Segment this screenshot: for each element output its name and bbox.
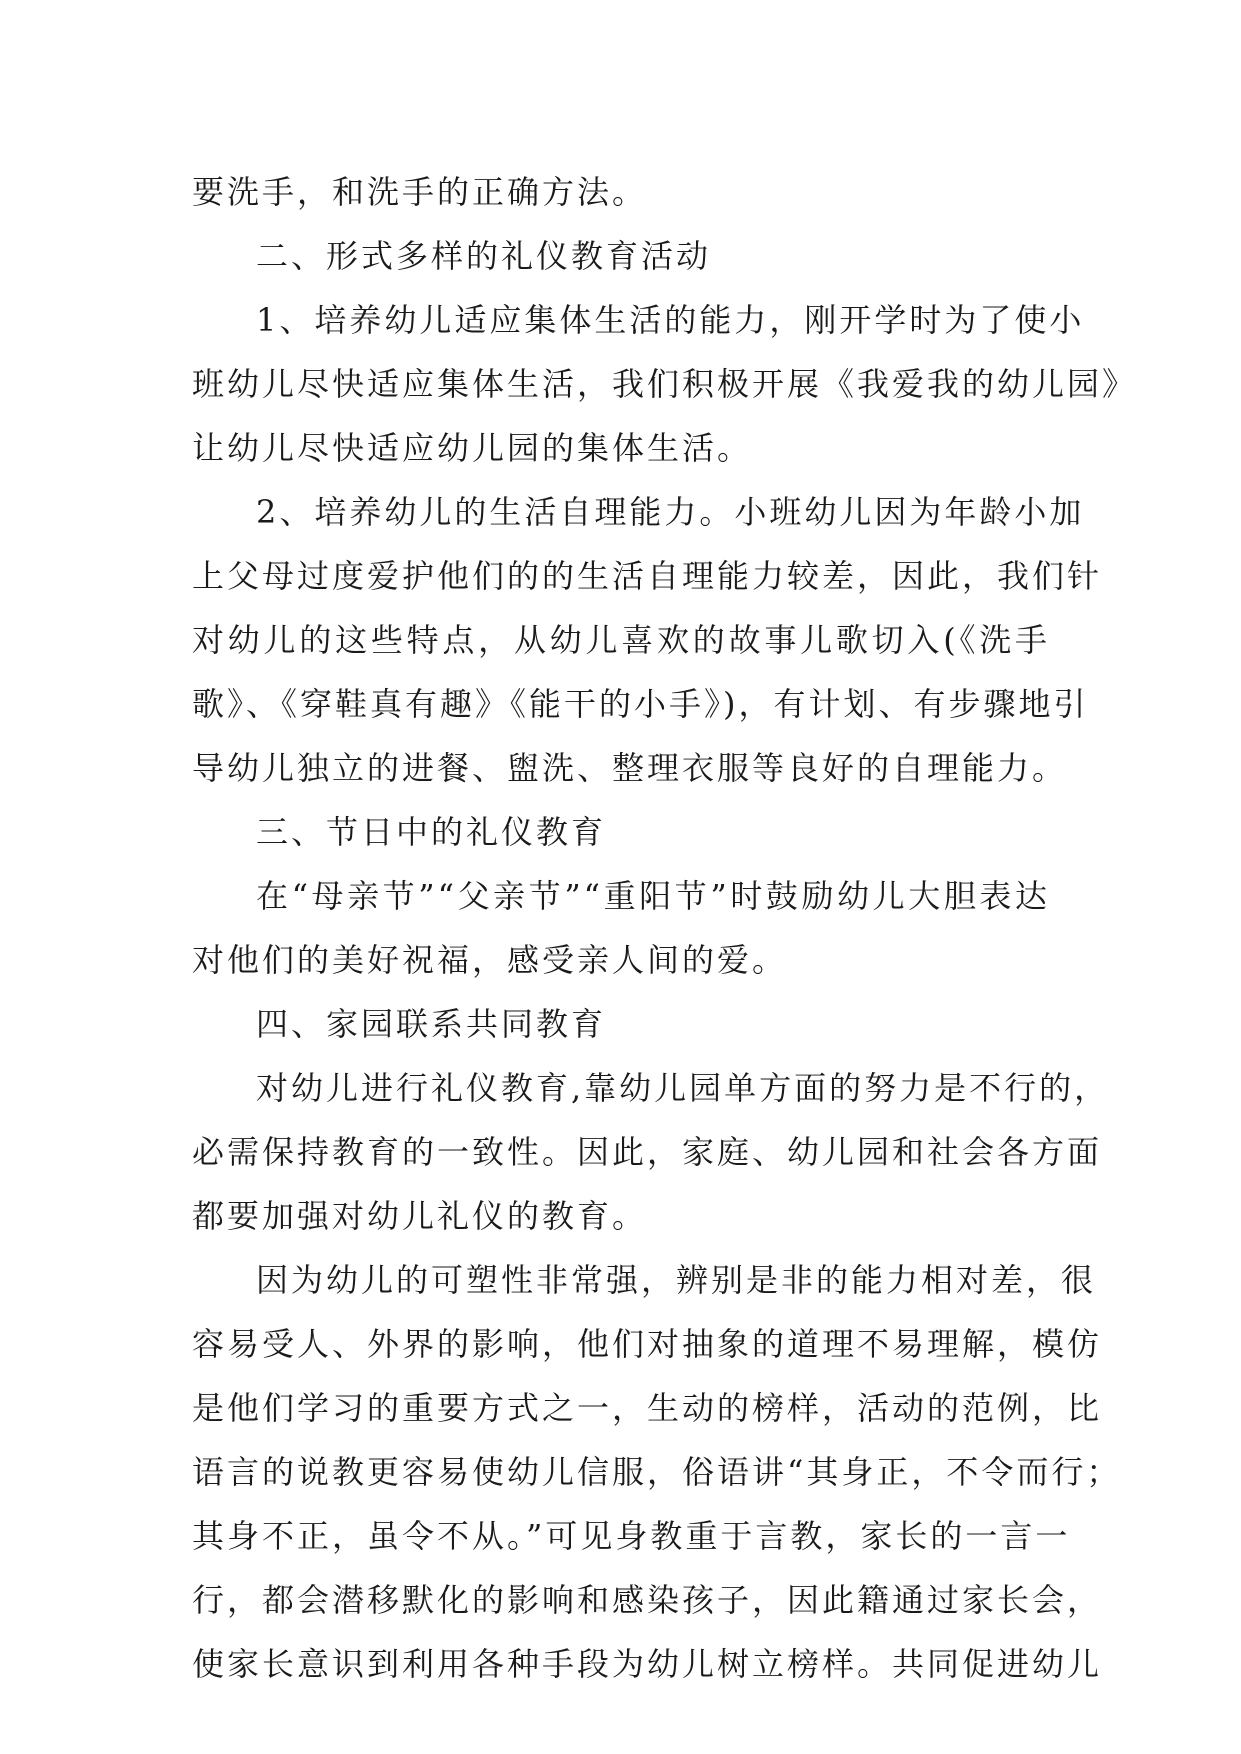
text-line: 对他们的美好祝福，感受亲人间的爱。 <box>192 941 788 979</box>
text-line: 歌》、《穿鞋真有趣》《能干的小手》)，有计划、有步骤地引 <box>192 685 1089 723</box>
text-line: 对幼儿的这些特点，从幼儿喜欢的故事儿歌切入(《洗手 <box>192 621 1050 659</box>
text-line: 容易受人、外界的影响，他们对抽象的道理不易理解，模仿 <box>192 1325 1103 1363</box>
text-line: 都要加强对幼儿礼仪的教育。 <box>192 1197 648 1235</box>
text-line: 班幼儿尽快适应集体生活，我们积极开展《我爱我的幼儿园》 <box>192 365 1138 403</box>
text-line: 1、培养幼儿适应集体生活的能力，刚开学时为了使小 <box>256 301 1085 339</box>
text-line: 行，都会潜移默化的影响和感染孩子，因此籍通过家长会， <box>192 1581 1103 1619</box>
text-line: 其身不正，虽令不从。”可见身教重于言教，家长的一言一 <box>192 1517 1071 1555</box>
text-line: 要洗手，和洗手的正确方法。 <box>192 173 648 211</box>
section-heading: 三、节日中的礼仪教育 <box>256 813 607 851</box>
text-line: 使家长意识到利用各种手段为幼儿树立榜样。共同促进幼儿 <box>192 1645 1103 1683</box>
text-line: 语言的说教更容易使幼儿信服，俗语讲“其身正，不令而行； <box>192 1453 1122 1491</box>
section-heading: 四、家园联系共同教育 <box>256 1005 607 1043</box>
text-line: 在“母亲节”“父亲节”“重阳节”时鼓励幼儿大胆表达 <box>256 877 1050 915</box>
text-line: 是他们学习的重要方式之一，生动的榜样，活动的范例，比 <box>192 1389 1103 1427</box>
text-line: 对幼儿进行礼仪教育,靠幼儿园单方面的努力是不行的， <box>256 1069 1110 1107</box>
document-body <box>192 160 1138 1696</box>
section-heading: 二、形式多样的礼仪教育活动 <box>256 237 712 275</box>
text-line: 让幼儿尽快适应幼儿园的集体生活。 <box>192 429 753 467</box>
text-line: 上父母过度爱护他们的的生活自理能力较差，因此，我们针 <box>192 557 1103 595</box>
text-line: 因为幼儿的可塑性非常强，辨别是非的能力相对差，很 <box>256 1261 1097 1299</box>
text-line: 2、培养幼儿的生活自理能力。小班幼儿因为年龄小加 <box>256 493 1085 531</box>
text-line: 导幼儿独立的进餐、盥洗、整理衣服等良好的自理能力。 <box>192 749 1068 787</box>
text-line: 必需保持教育的一致性。因此，家庭、幼儿园和社会各方面 <box>192 1133 1103 1171</box>
